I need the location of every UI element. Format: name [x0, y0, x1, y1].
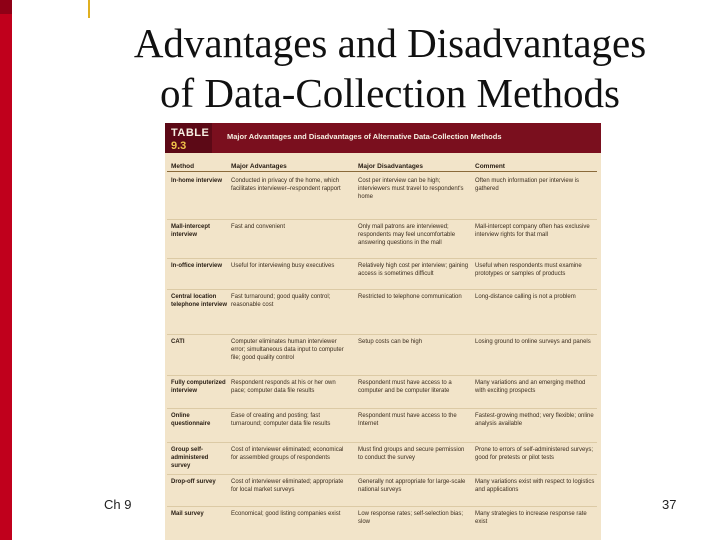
gold-accent-line [88, 0, 90, 18]
row-divider [167, 375, 597, 376]
column-header-comment: Comment [475, 163, 505, 170]
cell-disadvantages: Must find groups and secure permission to conduct the survey [358, 447, 465, 461]
row-divider [167, 506, 597, 507]
cell-advantages: Fast turnaround; good quality control; reasonable cost [231, 294, 331, 308]
cell-method: Group self-administered survey [171, 447, 209, 469]
cell-comment: Useful when respondents must examine prototypes or samples of products [475, 263, 582, 277]
cell-advantages: Cost of interviewer eliminated; appropriate for local market surveys [231, 479, 344, 493]
chapter-label: Ch 9 [104, 497, 132, 512]
cell-method: Central location telephone interview [171, 294, 228, 308]
left-accent-bar [0, 0, 12, 540]
cell-method: CATI [171, 339, 185, 345]
cell-method: In-office interview [171, 263, 223, 269]
table-badge-word: TABLE [171, 127, 210, 139]
cell-method: Drop-off survey [171, 479, 216, 485]
row-divider [167, 334, 597, 335]
cell-advantages: Economical; good listing companies exist [231, 511, 341, 517]
table-caption: Major Advantages and Disadvantages of Alternative Data-Collection Methods [227, 132, 502, 141]
page-number: 37 [662, 497, 677, 512]
cell-comment: Long-distance calling is not a problem [475, 294, 576, 300]
cell-comment: Many variations and an emerging method with exciting prospects [475, 380, 586, 394]
header-rule [167, 171, 597, 172]
cell-method: Fully computerized interview [171, 380, 226, 394]
row-divider [167, 442, 597, 443]
cell-disadvantages: Respondent must have access to a computer and be computer literate [358, 380, 452, 394]
left-accent-bar-cap [0, 0, 12, 14]
column-header-advantages: Major Advantages [231, 163, 287, 170]
cell-comment: Many strategies to increase response rate exist [475, 511, 587, 525]
cell-advantages: Conducted in privacy of the home, which facilitates interviewer–respondent rapport [231, 178, 341, 192]
cell-disadvantages: Restricted to telephone communication [358, 294, 462, 300]
row-divider [167, 408, 597, 409]
row-divider [167, 289, 597, 290]
cell-comment: Often much information per interview is gathered [475, 178, 580, 192]
cell-disadvantages: Low response rates; self-selection bias; slow [358, 511, 464, 525]
cell-method: Mail survey [171, 511, 204, 517]
cell-advantages: Respondent responds at his or her own pace; computer data file results [231, 380, 336, 394]
cell-comment: Fastest-growing method; very flexible; online analysis available [475, 413, 594, 427]
data-collection-methods-table [165, 123, 601, 540]
row-divider [167, 258, 597, 259]
table-badge-number: 9.3 [171, 140, 187, 152]
cell-comment: Many variations exist with respect to logistics and applications [475, 479, 595, 493]
cell-advantages: Fast and convenient [231, 224, 286, 230]
cell-method: Online questionnaire [171, 413, 211, 427]
cell-advantages: Cost of interviewer eliminated; economical for assembled groups of respondents [231, 447, 344, 461]
cell-comment: Prone to errors of self-administered surveys; good for pretests or pilot tests [475, 447, 594, 461]
column-header-method: Method [171, 163, 195, 170]
row-divider [167, 474, 597, 475]
slide-title-line-1: Advantages and Disadvantages [133, 20, 647, 66]
cell-disadvantages: Only mall patrons are interviewed; respondents may feel uncomfortable answering questions in the mall [358, 224, 456, 246]
column-header-disadvantages: Major Disadvantages [358, 163, 424, 170]
cell-method: In-home interview [171, 178, 223, 184]
slide-title-line-2: of Data-Collection Methods [159, 70, 620, 116]
cell-advantages: Useful for interviewing busy executives [231, 263, 335, 269]
cell-method: Mall-intercept interview [171, 224, 211, 238]
cell-disadvantages: Respondent must have access to the Internet [358, 413, 457, 427]
cell-comment: Losing ground to online surveys and panels [475, 339, 591, 345]
cell-advantages: Ease of creating and posting; fast turnaround; computer data file results [231, 413, 331, 427]
cell-advantages: Computer eliminates human interviewer error; simultaneous data input to computer file; good quality control [231, 339, 344, 361]
slide-title [80, 18, 700, 118]
cell-comment: Mall-intercept company often has exclusive interview rights for that mall [475, 224, 590, 238]
cell-disadvantages: Setup costs can be high [358, 339, 423, 345]
cell-disadvantages: Relatively high cost per interview; gaining access is sometimes difficult [358, 263, 469, 277]
row-divider [167, 219, 597, 220]
cell-disadvantages: Generally not appropriate for large-scale national surveys [358, 479, 466, 493]
cell-disadvantages: Cost per interview can be high; interviewers must travel to respondent's home [358, 178, 464, 200]
table-badge [165, 123, 212, 153]
